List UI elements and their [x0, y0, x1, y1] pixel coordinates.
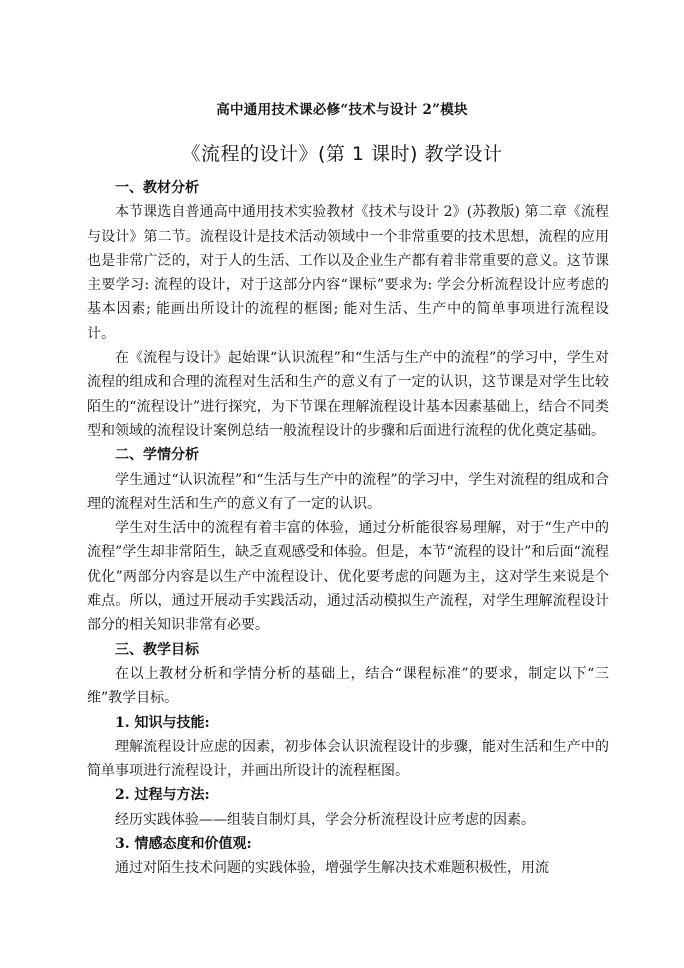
- section-heading-student-analysis: 二、学情分析: [115, 447, 199, 464]
- subheading-knowledge-skills: 1. 知识与技能:: [115, 714, 210, 731]
- subheading-process-methods: 2. 过程与方法:: [115, 787, 210, 804]
- paragraph: 学生通过“认识流程”和“生活与生产中的流程”的学习中，学生对流程的组成和合理的流程对生活和生产的意义有了一定的认识。: [87, 471, 609, 512]
- paragraph: 理解流程设计应虑的因素，初步体会认识流程设计的步骤，能对生活和生产中的简单事项进行流程设计，并画出所设计的流程框图。: [87, 738, 609, 780]
- paragraph: 在以上教材分析和学情分析的基础上，结合“课程标准”的要求，制定以下“三维”教学目标。: [87, 665, 609, 707]
- module-header: 高中通用技术课必修“技术与设计 2”模块: [216, 102, 468, 118]
- paragraph: 通过对陌生技术问题的实践体验，增强学生解决技术难题积极性，用流: [115, 860, 549, 877]
- paragraph: 本节课选自普通高中通用技术实验教材《技术与设计 2》(苏教版) 第二章《流程与设计》第二节。流程设计是技术活动领域中一个非常重要的技术思想，流程的应用也是非常广泛的，对于人的生活、工作以及企业生产都有着非常重要的意义。这节课主要学习: 流程的设计，对于这部分内容“课标”要求为: 学会分析流程设计应考虑的基本因素; 能画出所设计的流程的框图; 能对生活、生产中的简单事项进行流程设计。: [87, 204, 609, 342]
- section-heading-teaching-goals: 三、教学目标: [115, 641, 199, 658]
- paragraph: 经历实践体验——组装自制灯具，学会分析流程设计应考虑的因素。: [115, 811, 535, 828]
- document-title: 《流程的设计》(第 1 课时) 教学设计: [181, 143, 503, 165]
- subheading-attitudes-values: 3. 情感态度和价值观:: [115, 836, 252, 853]
- document-body: [87, 176, 609, 881]
- paragraph: 学生对生活中的流程有着丰富的体验，通过分析能很容易理解，对于“生产中的流程”学生却非常陌生，缺乏直观感受和体验。但是，本节“流程的设计”和后面“流程优化”两部分内容是以生产中流程设计、优化要考虑的问题为主，这对学生来说是个难点。所以，通过开展动手实践活动，通过活动模拟生产流程，对学生理解流程设计部分的相关知识非常有必要。: [87, 520, 609, 634]
- paragraph: 在《流程与设计》起始课“认识流程”和“生活与生产中的流程”的学习中，学生对流程的组成和合理的流程对生活和生产的意义有了一定的认识，这节课是对学生比较陌生的“流程设计”进行探究，为下节课在理解流程设计基本因素基础上，结合不同类型和领域的流程设计案例总结一般流程设计的步骤和后面进行流程的优化奠定基础。: [87, 350, 609, 439]
- section-heading-textbook-analysis: 一、教材分析: [115, 180, 199, 196]
